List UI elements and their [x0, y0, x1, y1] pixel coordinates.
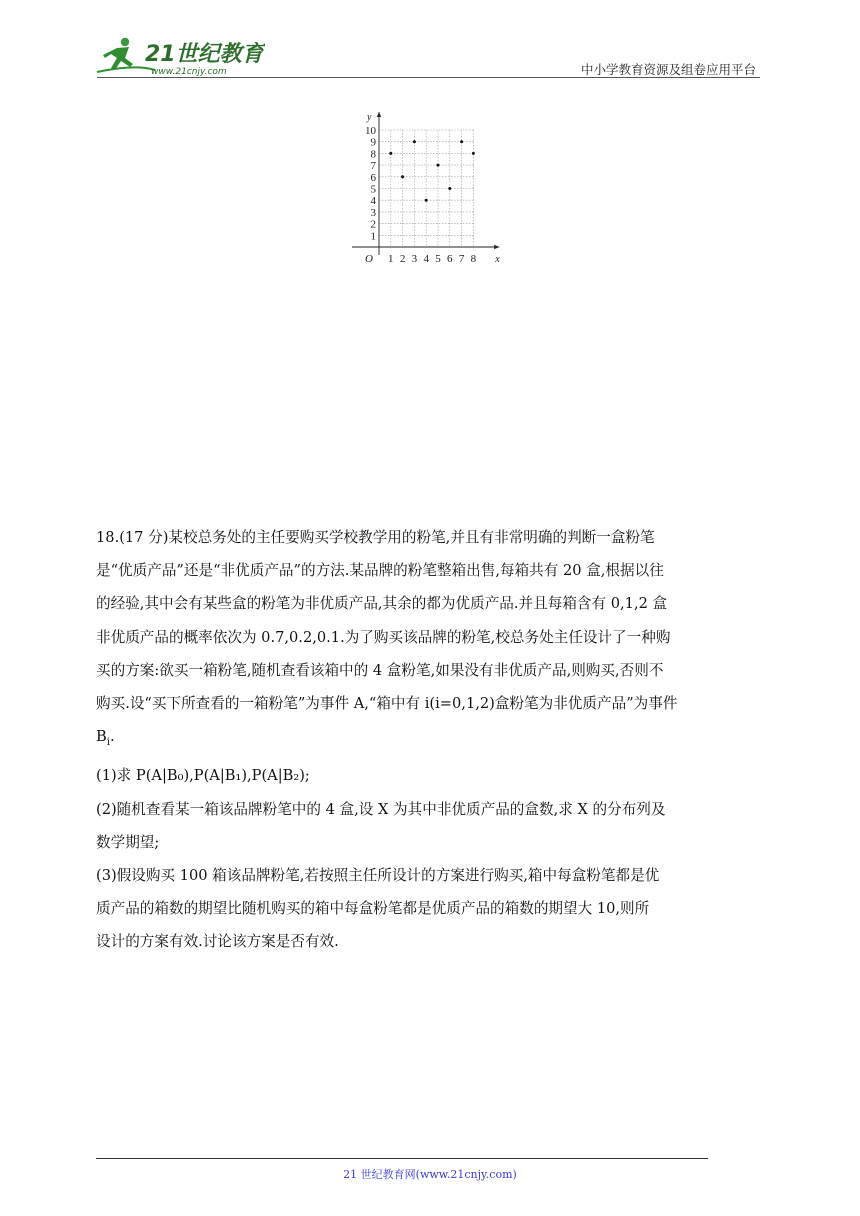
- question-line: 18.(17 分)某校总务处的主任要购买学校教学用的粉笔,并且有非常明确的判断一盒粉笔: [96, 529, 655, 546]
- part-2-cont: 数学期望;: [96, 833, 160, 851]
- data-point: [401, 175, 404, 178]
- logo-url: www.21cnjy.com: [151, 67, 227, 77]
- x-tick-label: 7: [458, 253, 465, 265]
- data-point: [425, 199, 428, 202]
- y-tick-label: 4: [370, 195, 376, 208]
- part-3-cont: 设计的方案有效.讨论该方案是否有效.: [96, 933, 339, 951]
- x-tick-label: 6: [447, 253, 453, 265]
- part-2: (2)随机查看某一箱该品牌粉笔中的 4 盒,设 X 为其中非优质产品的盒数,求 X 的分布列及: [96, 800, 666, 818]
- x-tick-label: 3: [411, 253, 418, 265]
- data-point: [460, 140, 463, 143]
- x-tick-label: 4: [423, 253, 429, 265]
- data-point: [413, 140, 416, 143]
- origin-label: O: [365, 253, 373, 265]
- data-point: [437, 164, 440, 167]
- y-tick-label: 2: [370, 218, 376, 231]
- site-logo: [95, 34, 265, 78]
- y-tick-label: 5: [370, 183, 376, 196]
- y-tick-label: 9: [370, 136, 376, 149]
- question-line-b: $B_i$.: [96, 728, 115, 749]
- footer-text: 21 世纪教育网(www.21cnjy.com): [343, 1168, 517, 1181]
- y-axis-arrow: [377, 112, 381, 117]
- data-point: [472, 152, 475, 155]
- x-tick-label: 8: [470, 253, 477, 265]
- footer-divider: [96, 1158, 708, 1159]
- part-3: (3)假设购买 100 箱该品牌粉笔,若按照主任所设计的方案进行购买,箱中每盒粉笔都是优: [96, 866, 660, 884]
- data-point: [448, 187, 451, 190]
- question-18: [96, 521, 771, 959]
- part-1: (1)求 P(A|B₀),P(A|B₁),P(A|B₂);: [96, 767, 310, 785]
- y-axis-label: y: [367, 112, 372, 123]
- question-line: 非优质产品的概率依次为 0.7,0.2,0.1.为了购买该品牌的粉笔,校总务处主任设计了一种购: [96, 628, 671, 646]
- question-line: 是“优质产品”还是“非优质产品”的方法.某品牌的粉笔整箱出售,每箱共有 20 盒,根据以往: [96, 562, 664, 580]
- x-tick-label: 1: [388, 253, 394, 265]
- logo-text: 21世纪教育: [145, 42, 264, 67]
- y-tick-label: 1: [370, 230, 376, 243]
- y-tick-label: 10: [365, 125, 376, 137]
- y-tick-label: 6: [370, 171, 376, 184]
- x-axis-label: x: [495, 254, 500, 265]
- x-tick-label: 5: [435, 253, 441, 265]
- x-axis-arrow: [494, 245, 499, 249]
- y-tick-label: 7: [370, 160, 376, 173]
- x-tick-label: 2: [399, 253, 406, 265]
- question-line: 买的方案:欲买一箱粉笔,随机查看该箱中的 4 盒粉笔,如果没有非优质产品,则购买,否则不: [96, 661, 664, 679]
- part-3-cont: 质产品的箱数的期望比随机购买的箱中每盒粉笔都是优质产品的箱数的期望大 10,则所: [96, 900, 650, 918]
- y-tick-label: 3: [370, 206, 376, 219]
- question-line: 的经验,其中会有某些盒的粉笔为非优质产品,其余的都为优质产品.并且每箱含有 0,1,2 盒: [96, 595, 668, 613]
- question-line: 购买.设“买下所查看的一箱粉笔”为事件 A,“箱中有 i(i=0,1,2)盒粉笔为非优质产品”为事件: [96, 695, 678, 713]
- page-header: [95, 30, 760, 78]
- scatter-plot: [352, 108, 512, 270]
- data-point: [389, 152, 392, 155]
- y-tick-label: 8: [370, 148, 376, 161]
- header-divider: [97, 77, 760, 78]
- platform-label: 中小学教育资源及组卷应用平台: [580, 62, 756, 77]
